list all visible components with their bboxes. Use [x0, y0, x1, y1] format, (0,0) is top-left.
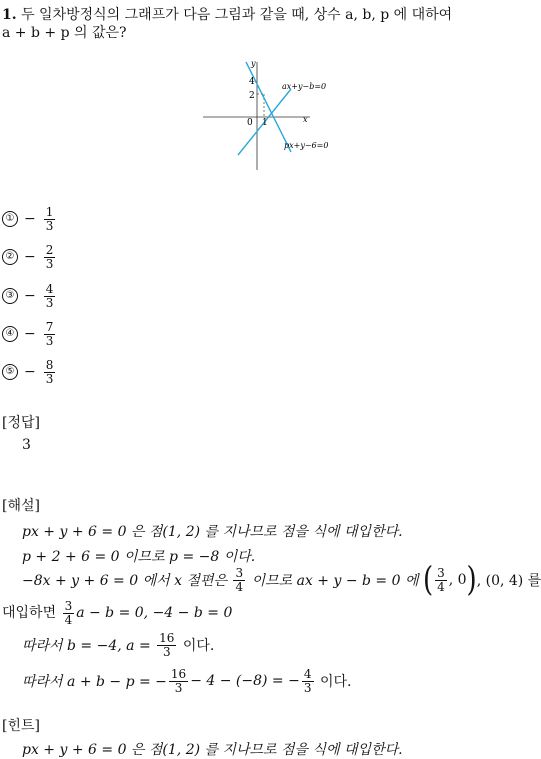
choice-sign: −	[24, 211, 36, 228]
solution-step-5: 따라서 b = −4, a = $\frac{16}{3}$ 이다.	[22, 631, 215, 659]
line-ax-y-b	[246, 62, 291, 152]
question-number: 1.	[2, 7, 17, 23]
answer-value: 3	[22, 437, 31, 453]
fraction-16-3-b: $\frac{16}{3}$	[170, 667, 187, 695]
choice-number: ③	[2, 288, 18, 304]
question-line-2: a + b + p 의 값은?	[2, 25, 127, 41]
choice-fraction: $\frac{7}{3}$	[45, 320, 54, 348]
hint-header: [힌트]	[2, 718, 40, 734]
choice-sign: −	[24, 364, 36, 381]
solution-step-2: p + 2 + 6 = 0 이므로 p = −8 이다.	[22, 549, 256, 565]
origin-label: 0	[247, 118, 253, 128]
choice-sign: −	[24, 288, 36, 305]
fraction-3-4-b: $\frac{3}{4}$	[64, 599, 73, 627]
choice-fraction: $\frac{2}{3}$	[45, 243, 54, 271]
x-axis-label: x	[303, 115, 308, 124]
line1-label: ax+y−b=0	[282, 82, 327, 91]
choice-2[interactable]	[2, 244, 57, 270]
choice-fraction: $\frac{1}{3}$	[45, 205, 54, 233]
tick-y-4: 4	[249, 77, 255, 87]
choice-fraction: $\frac{4}{3}$	[45, 282, 54, 310]
choice-number: ①	[2, 211, 18, 227]
question-text-1: 두 일차방정식의 그래프가 다음 그림과 같을 때, 상수 a, b, p 에 대하여	[21, 7, 453, 23]
choice-1[interactable]	[2, 206, 57, 232]
solution-step-4: 대입하면 $\frac{3}{4}$ a − b = 0, −4 − b = 0	[2, 599, 233, 627]
solution-step-3: −8x + y + 6 = 0 에서 x 절편은 $\frac{3}{4}$ 이므로 ax + y − b = 0 에 ( $\frac{3}{4}$ , 0 ) , (0, 4) 를	[22, 560, 541, 600]
choice-5[interactable]	[2, 359, 57, 385]
choice-number: ②	[2, 249, 18, 265]
line2-label: px+y−6=0	[284, 141, 329, 150]
solution-step-1: px + y + 6 = 0 은 점(1, 2) 를 지나므로 점을 식에 대입한다.	[22, 524, 403, 540]
question-line-1	[2, 8, 452, 22]
fraction-3-4-point: $\frac{3}{4}$	[437, 566, 445, 594]
y-axis-label: y	[251, 59, 256, 68]
coordinate-graph	[0, 52, 534, 232]
choice-3[interactable]	[2, 283, 57, 309]
choice-fraction: $\frac{8}{3}$	[45, 358, 54, 386]
choice-number: ⑤	[2, 364, 18, 380]
choice-4[interactable]	[2, 321, 57, 347]
choice-sign: −	[24, 249, 36, 266]
tick-x-1: 1	[262, 118, 268, 128]
fraction-16-3: $\frac{16}{3}$	[159, 631, 175, 659]
hint-text: px + y + 6 = 0 은 점(1, 2) 를 지나므로 점을 식에 대입한다.	[22, 742, 403, 758]
tick-y-2: 2	[249, 91, 255, 101]
choice-number: ④	[2, 326, 18, 342]
fraction-4-3: $\frac{4}{3}$	[303, 667, 312, 695]
solution-header: [해설]	[2, 498, 40, 514]
solution-step-6: 따라서 a + b − p = − $\frac{16}{3}$ − 4 − (−8) = − $\frac{4}{3}$ 이다.	[22, 667, 352, 695]
fraction-3-4: $\frac{3}{4}$	[235, 566, 244, 594]
answer-header: [정답]	[2, 415, 40, 431]
choice-sign: −	[24, 326, 36, 343]
